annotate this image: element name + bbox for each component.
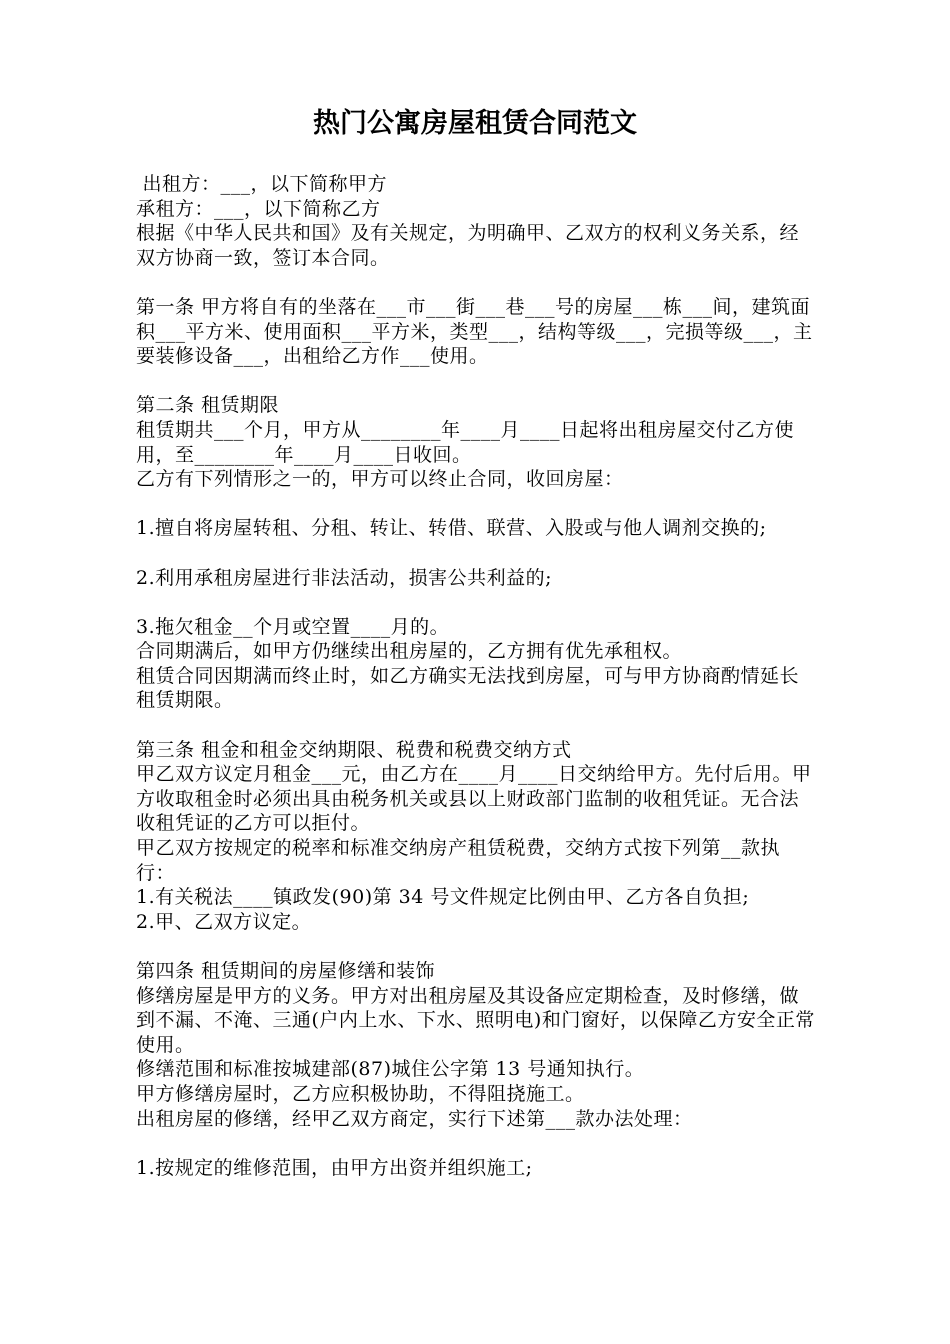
blank-line xyxy=(136,1131,816,1156)
paragraph-line: 3.拖欠租金__个月或空置____月的。 xyxy=(136,615,450,638)
document-body xyxy=(136,172,816,1180)
paragraph-line: 修缮房屋是甲方的义务。甲方对出租房屋及其设备应定期检查，及时修缮，做到不漏、不淹、三通(户内上水、下水、照明电)和门窗好，以保障乙方安全正常使用。 xyxy=(136,984,815,1056)
blank-line xyxy=(136,934,816,959)
blank-line xyxy=(136,590,816,615)
paragraph-line: 1.擅自将房屋转租、分租、转让、转借、联营、入股或与他人调剂交换的; xyxy=(136,517,767,540)
paragraph-line: 租赁合同因期满而终止时，如乙方确实无法找到房屋，可与甲方协商酌情延长租赁期限。 xyxy=(136,664,800,712)
blank-line xyxy=(136,369,816,394)
paragraph-line: 合同期满后，如甲方仍继续出租房屋的，乙方拥有优先承租权。 xyxy=(136,640,683,663)
paragraph-line: 根据《中华人民共和国》及有关规定，为明确甲、乙双方的权利义务关系，经双方协商一致，签订本合同。 xyxy=(136,222,800,269)
paragraph-line: 修缮范围和标准按城建部(87)城住公字第 13 号通知执行。 xyxy=(136,1058,645,1081)
paragraph-line: 第二条 租赁期限 xyxy=(136,394,280,417)
paragraph-line: 承租方：___，以下简称乙方 xyxy=(136,197,381,220)
paragraph-line: 1.有关税法____镇政发(90)第 34 号文件规定比例由甲、乙方各自负担; xyxy=(136,886,750,909)
blank-line xyxy=(136,492,816,517)
paragraph-line: 甲方修缮房屋时，乙方应积极协助，不得阻挠施工。 xyxy=(136,1082,585,1105)
paragraph-line: 甲乙双方议定月租金___元，由乙方在____月____日交纳给甲方。先付后用。甲方收取租金时必须出具由税务机关或县以上财政部门监制的收租凭证。无合法收租凭证的乙方可以拒付。 xyxy=(136,763,812,835)
blank-line xyxy=(136,541,816,566)
paragraph-line: 租赁期共___个月，甲方从________年____月____日起将出租房屋交付乙方使用，至________年____月____日收回。 xyxy=(136,418,795,466)
paragraph-line: 出租房屋的修缮，经甲乙双方商定，实行下述第___款办法处理： xyxy=(136,1107,693,1130)
blank-line xyxy=(136,713,816,738)
blank-line xyxy=(136,270,816,295)
paragraph-line: 出租方：___，以下简称甲方 xyxy=(136,173,388,195)
paragraph-line: 第三条 租金和租金交纳期限、税费和税费交纳方式 xyxy=(136,738,572,761)
paragraph-line: 乙方有下列情形之一的，甲方可以终止合同，收回房屋： xyxy=(136,468,624,491)
paragraph-line: 2.甲、乙双方议定。 xyxy=(136,910,312,933)
paragraph-line: 2.利用承租房屋进行非法活动，损害公共利益的; xyxy=(136,566,553,589)
paragraph-line: 甲乙双方按规定的税率和标准交纳房产租赁税费，交纳方式按下列第__款执行： xyxy=(136,837,781,884)
paragraph-line: 第一条 甲方将自有的坐落在___市___街___巷___号的房屋___栋___间，建筑面积___平方米、使用面积___平方米，类型___，结构等级___，完损等级___，主要装修设备___，出租给乙方作___使用。 xyxy=(136,295,813,368)
paragraph-line: 1.按规定的维修范围，由甲方出资并组织施工; xyxy=(136,1156,533,1179)
paragraph-line: 第四条 租赁期间的房屋修缮和装饰 xyxy=(136,960,436,982)
document-title: 热门公寓房屋租赁合同范文 xyxy=(313,108,637,139)
